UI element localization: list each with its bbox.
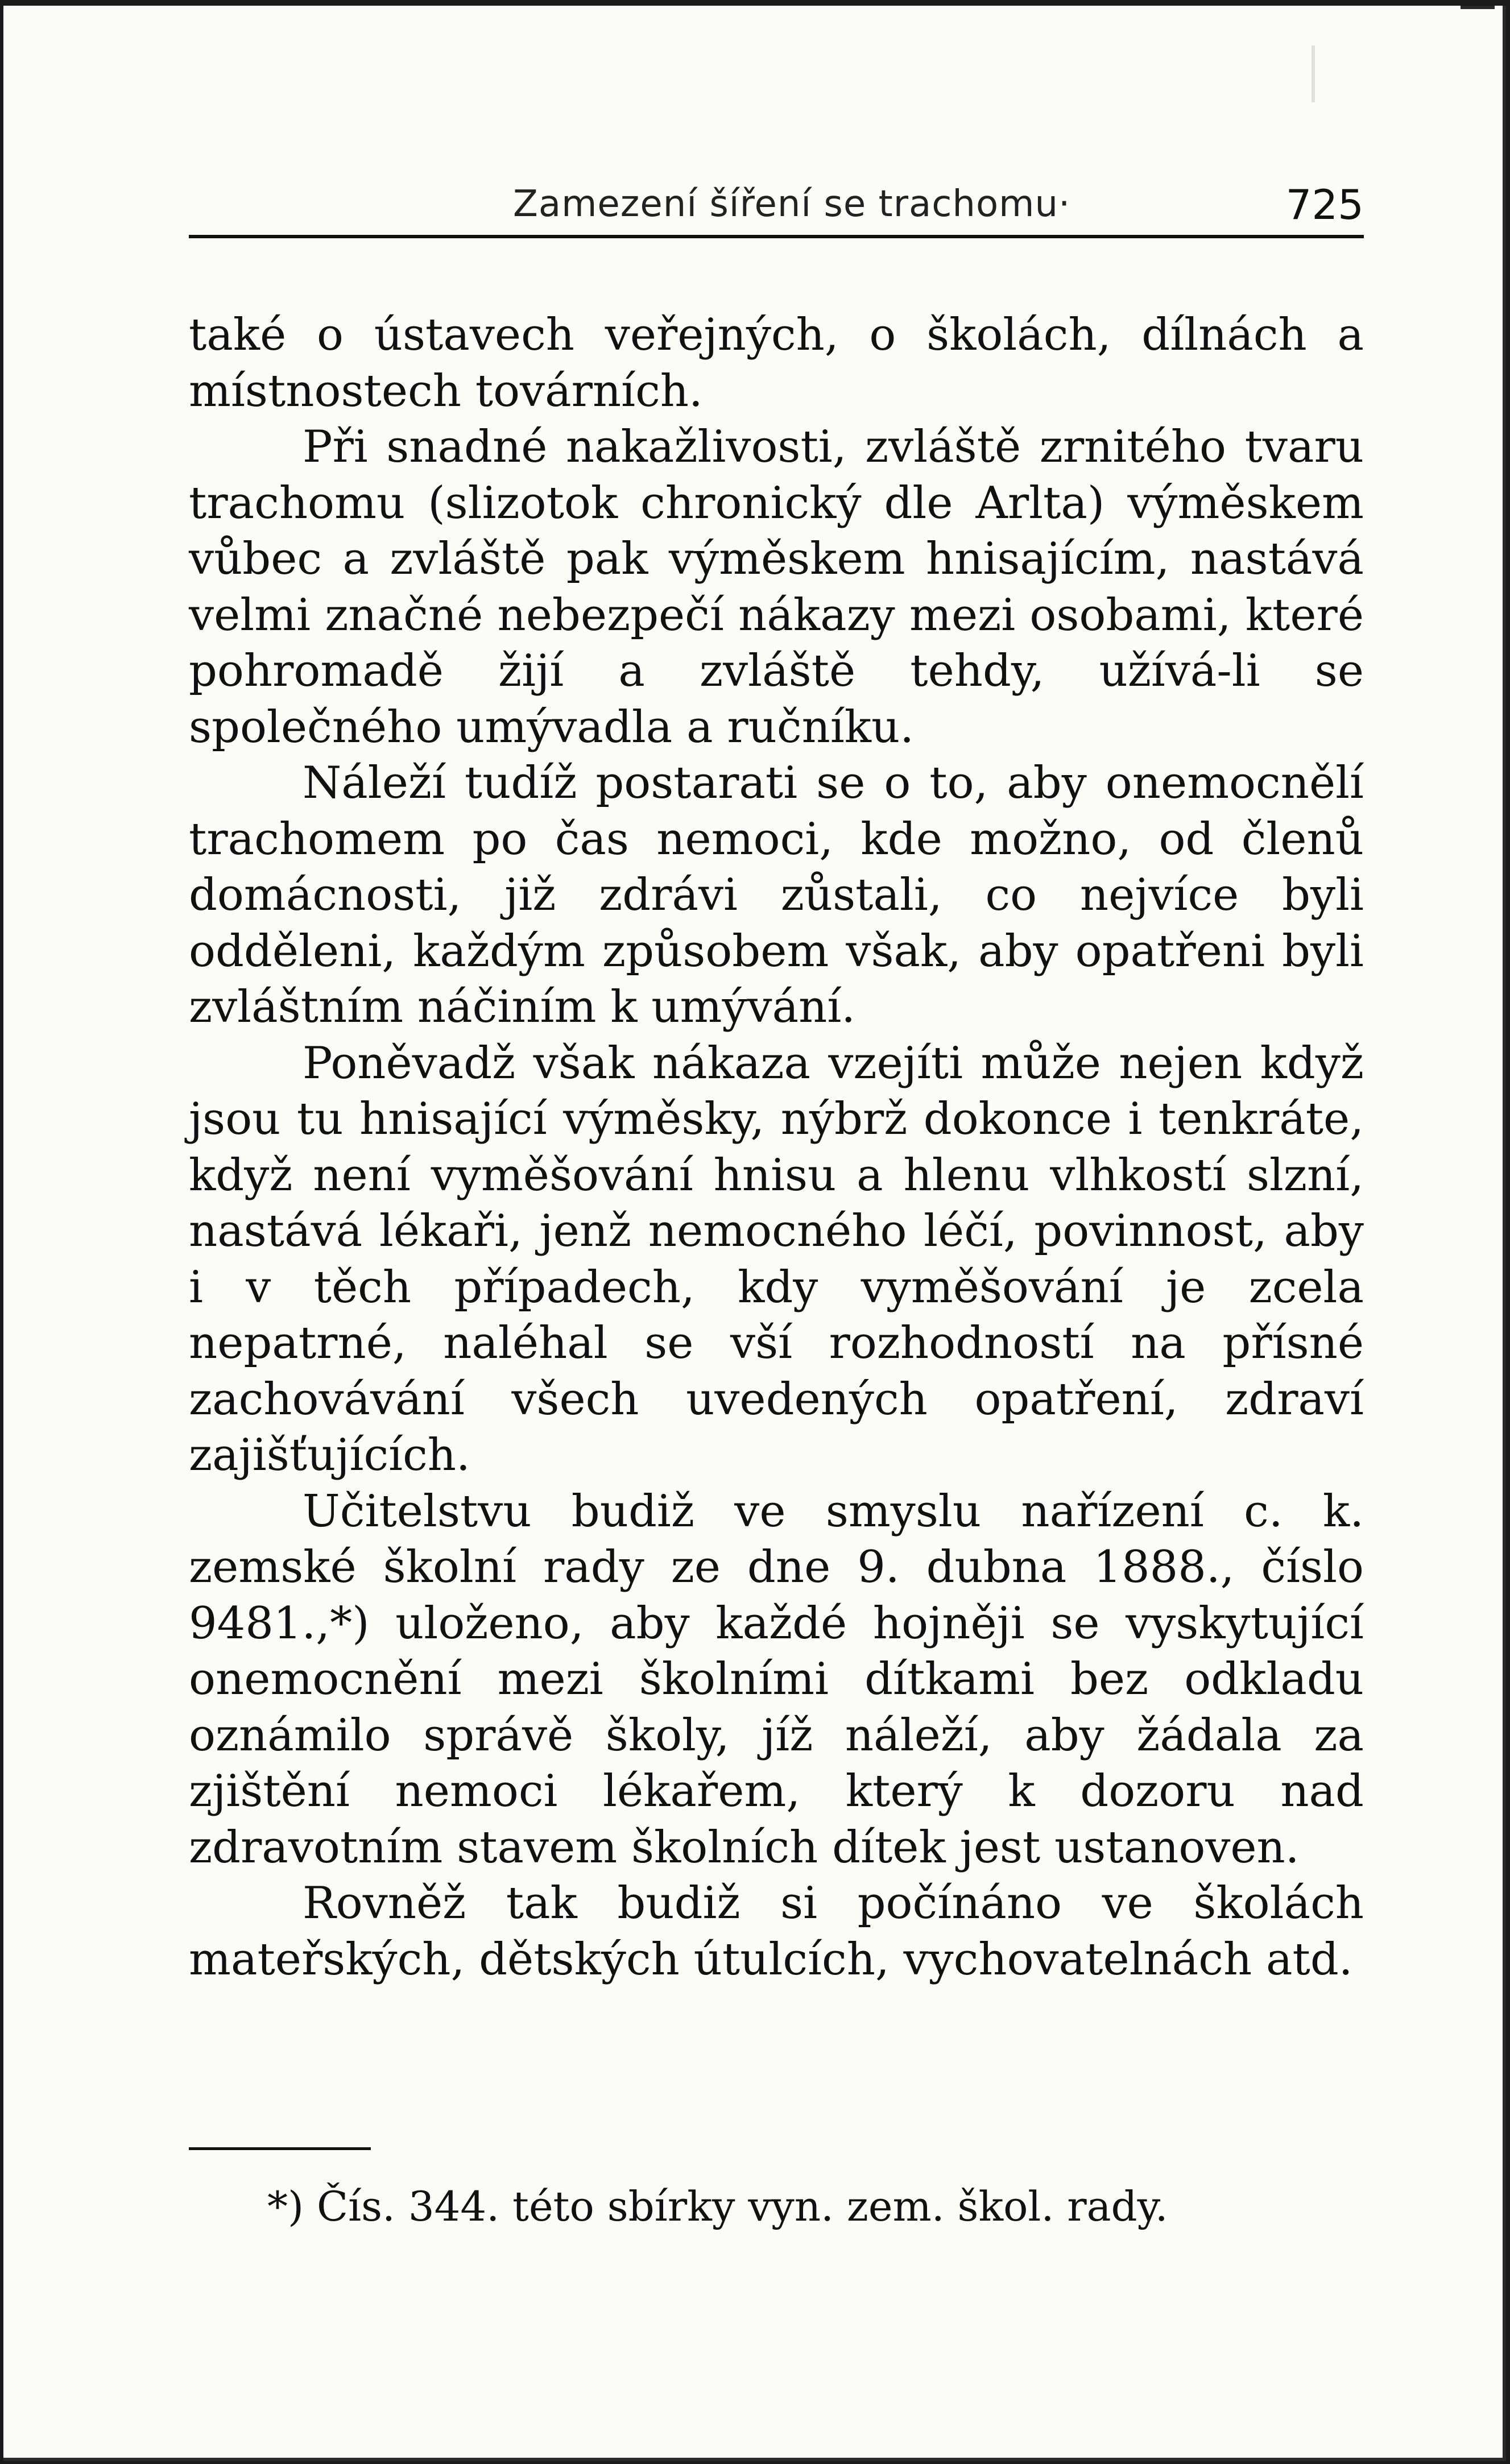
page-number: 725 bbox=[1285, 181, 1364, 229]
running-header-title: Zamezení šíření se trachomu· bbox=[513, 183, 1071, 225]
footnote-rule bbox=[189, 2147, 371, 2150]
paragraph-contagion: Při snadné nakažlivosti, zvláště zrnitého tvaru trachomu (slizotok chronický dle Arlta) výměskem vůbec a zvláště pak výměskem hnisajícím, nastává velmi značné nebezpečí nákazy mezi osobami, které pohromadě žijí a zvláště tehdy, užívá-li se společného umývadla a ručníku. bbox=[189, 421, 1364, 753]
footnote: *) Čís. 344. této sbírky vyn. zem. škol. rady. bbox=[267, 2183, 1168, 2230]
scan-edge-mark bbox=[1461, 6, 1495, 20]
header-rule bbox=[189, 235, 1364, 238]
paragraph-kindergartens: Rovněž tak budiž si počínáno ve školách mateřských, dětských útulcích, vychovatelnách atd. bbox=[189, 1878, 1364, 1985]
paragraph-isolation: Náleží tudíž postarati se o to, aby onemocnělí trachomem po čas nemoci, kde možno, od členů domácnosti, již zdrávi zůstali, co nejvíce byli odděleni, každým způsobem však, aby opatřeni byli zvláštním náčiním k umývání. bbox=[189, 757, 1364, 1033]
running-header bbox=[189, 181, 1364, 238]
paper-smudge bbox=[1312, 45, 1315, 102]
paragraph-continuation: také o ústavech veřejných, o školách, dílnách a místnostech továrních. bbox=[189, 309, 1364, 417]
paragraph-physician-duty: Poněvadž však nákaza vzejíti může nejen když jsou tu hnisající výměsky, nýbrž dokonce i tenkráte, když není vyměšování hnisu a hlenu vlhkostí slzní, nastává lékaři, jenž nemocného léčí, povinnost, aby i v těch případech, kdy vyměšování je zcela nepatrné, naléhal se vší rozhodností na přísné zachovávání všech uvedených opatření, zdraví zajišťujících. bbox=[189, 1037, 1364, 1481]
body-text bbox=[189, 307, 1364, 1987]
paragraph-teachers: Učitelstvu budiž ve smyslu nařízení c. k. zemské školní rady ze dne 9. dubna 1888., číslo 9481.,*) uloženo, aby každé hojněji se vyskytující onemocnění mezi školními dítkami bez odkladu oznámilo správě školy, jíž náleží, aby žádala za zjištění nemoci lékařem, který k dozoru nad zdravotním stavem školních dítek jest ustanoven. bbox=[189, 1485, 1364, 1873]
